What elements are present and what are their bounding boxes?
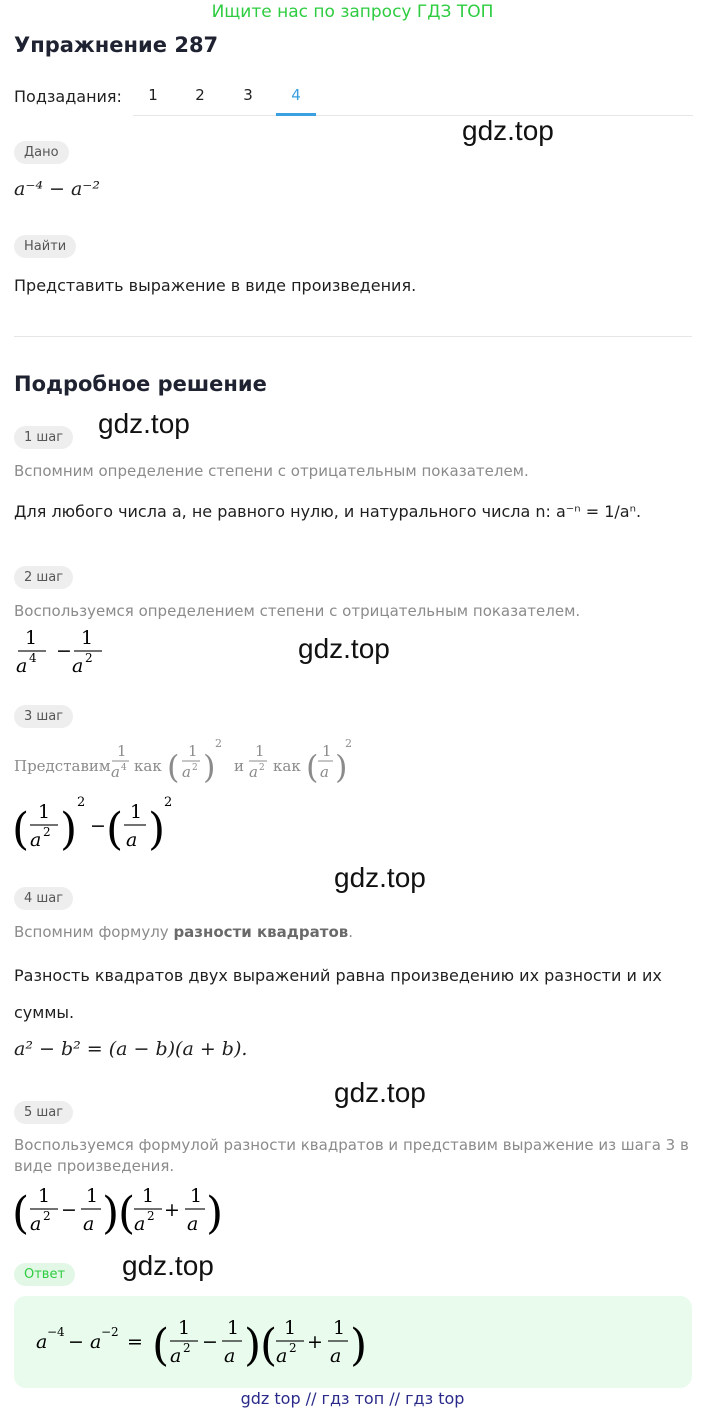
svg-text:−2: −2 [101,1325,119,1339]
svg-text:1: 1 [38,1185,51,1207]
step-2-chip: 2 шаг [14,566,73,589]
svg-text:−: − [61,1199,77,1221]
svg-text:как: как [273,757,301,775]
watermark: gdz.top [98,408,190,439]
answer-expression-text [14,1296,15,1297]
svg-text:(: ( [12,804,30,855]
svg-text:a: a [330,1345,342,1367]
step-3-expression [10,792,180,858]
svg-text:=: = [127,1331,143,1353]
svg-text:(: ( [260,1320,278,1371]
subtasks-label: Подзадания: [14,87,122,106]
svg-text:4: 4 [29,651,37,665]
svg-text:2: 2 [43,1209,51,1223]
step-4-text: Разность квадратов двух выражений равна произведению их разности и их суммы. [14,966,662,1022]
watermark: gdz.top [334,862,426,893]
svg-text:(: ( [306,748,319,786]
svg-text:2: 2 [289,1341,297,1355]
svg-text:): ) [335,748,348,786]
active-tab-underline [276,113,316,116]
svg-text:−: − [202,1331,218,1353]
svg-text:a: a [187,1213,199,1235]
svg-text:a: a [170,1345,182,1367]
svg-text:1: 1 [130,801,143,823]
svg-text:): ) [60,804,78,855]
svg-text:1: 1 [284,1317,297,1339]
step-4-chip: 4 шаг [14,887,73,910]
find-text: Представить выражение в виде произведения. [14,276,417,295]
svg-text:1: 1 [86,1185,99,1207]
svg-text:2: 2 [85,651,93,665]
svg-text:2: 2 [164,795,173,810]
step-1-chip: 1 шаг [14,426,73,449]
footer-links[interactable]: gdz top // гдз топ // гдз top [240,1389,465,1408]
answer-expression [34,1312,374,1376]
find-chip: Найти [14,235,76,258]
svg-text:a: a [320,763,329,781]
step-2-hint: Воспользуемся определением степени с отрицательным показателем. [14,602,581,620]
svg-text:2: 2 [215,737,222,750]
svg-text:(: ( [106,804,124,855]
svg-text:(: ( [152,1320,170,1371]
step-1-text: Для любого числа a, не равного нулю, и натурального числа n: a⁻ⁿ = 1/aⁿ. [14,502,642,521]
step-4-hint: Вспомним формулу разности квадратов. [14,923,354,941]
svg-text:a: a [90,1331,102,1353]
tab-1[interactable]: 1 [148,86,158,104]
tab-4[interactable]: 4 [291,86,301,104]
svg-text:2: 2 [43,825,51,839]
svg-text:): ) [206,1188,224,1239]
step-3-hint-render [12,733,352,791]
svg-text:4: 4 [121,763,127,773]
svg-text:1: 1 [333,1317,346,1339]
svg-text:−4: −4 [47,1325,65,1339]
svg-text:−: − [68,1331,84,1353]
svg-text:): ) [148,804,166,855]
svg-text:a: a [36,1331,48,1353]
svg-text:a: a [30,829,42,851]
svg-text:+: + [307,1331,323,1353]
step-4-expression: a² − b² = (a − b)(a + b). [14,1038,248,1060]
svg-text:a: a [72,655,84,677]
svg-text:a: a [83,1213,95,1235]
svg-text:): ) [203,748,216,786]
svg-text:1: 1 [142,1185,155,1207]
svg-text:1: 1 [25,627,38,649]
step-2-expression [12,624,112,678]
subtasks-tabs [133,76,693,116]
svg-text:1: 1 [38,801,51,823]
svg-text:2: 2 [259,763,265,773]
svg-text:(: ( [118,1188,136,1239]
svg-text:Представим: Представим [14,757,111,775]
svg-text:a: a [16,655,28,677]
step-5-chip: 5 шаг [14,1101,73,1124]
divider [14,336,692,337]
svg-text:1: 1 [227,1317,240,1339]
tab-2[interactable]: 2 [195,86,205,104]
step-1-hint: Вспомним определение степени с отрицательным показателем. [14,462,529,480]
svg-text:1: 1 [188,742,198,760]
svg-text:−: − [90,815,106,837]
solution-title: Подробное решение [14,372,267,396]
svg-text:и: и [234,757,244,775]
given-expression: a⁻⁴ − a⁻² [14,178,100,200]
svg-text:a: a [30,1213,42,1235]
svg-text:): ) [244,1320,262,1371]
watermark: gdz.top [462,115,554,146]
svg-text:2: 2 [77,795,86,810]
svg-text:): ) [102,1188,120,1239]
svg-text:a: a [182,763,191,781]
svg-text:2: 2 [192,763,198,773]
svg-text:1: 1 [190,1185,203,1207]
svg-text:a: a [126,829,138,851]
answer-chip: Ответ [14,1263,75,1286]
svg-text:1: 1 [81,627,94,649]
svg-text:1: 1 [322,742,332,760]
watermark: gdz.top [122,1250,214,1281]
svg-text:(: ( [167,748,180,786]
watermark: gdz.top [298,633,390,664]
given-chip: Дано [14,141,69,164]
svg-text:a: a [224,1345,236,1367]
answer-box [14,1296,692,1388]
watermark: gdz.top [334,1077,426,1108]
svg-text:2: 2 [345,737,352,750]
step-5-expression [10,1180,224,1244]
svg-text:a: a [249,763,258,781]
svg-text:2: 2 [147,1209,155,1223]
svg-text:2: 2 [183,1341,191,1355]
svg-text:a: a [276,1345,288,1367]
svg-text:a: a [134,1213,146,1235]
svg-text:−: − [56,640,72,662]
svg-text:как: как [134,757,162,775]
svg-text:+: + [164,1199,180,1221]
svg-text:(: ( [12,1188,30,1239]
svg-text:): ) [350,1320,368,1371]
top-banner[interactable]: Ищите нас по запросу ГДЗ ТОП [211,2,494,22]
svg-text:1: 1 [117,742,127,760]
tab-3[interactable]: 3 [243,86,253,104]
svg-text:a: a [111,763,120,781]
step-5-hint: Воспользуемся формулой разности квадратов и представим выражение из шага 3 в виде произведения. [14,1136,689,1175]
svg-text:1: 1 [255,742,265,760]
step-3-chip: 3 шаг [14,705,73,728]
svg-text:1: 1 [178,1317,191,1339]
page-title: Упражнение 287 [14,33,219,57]
